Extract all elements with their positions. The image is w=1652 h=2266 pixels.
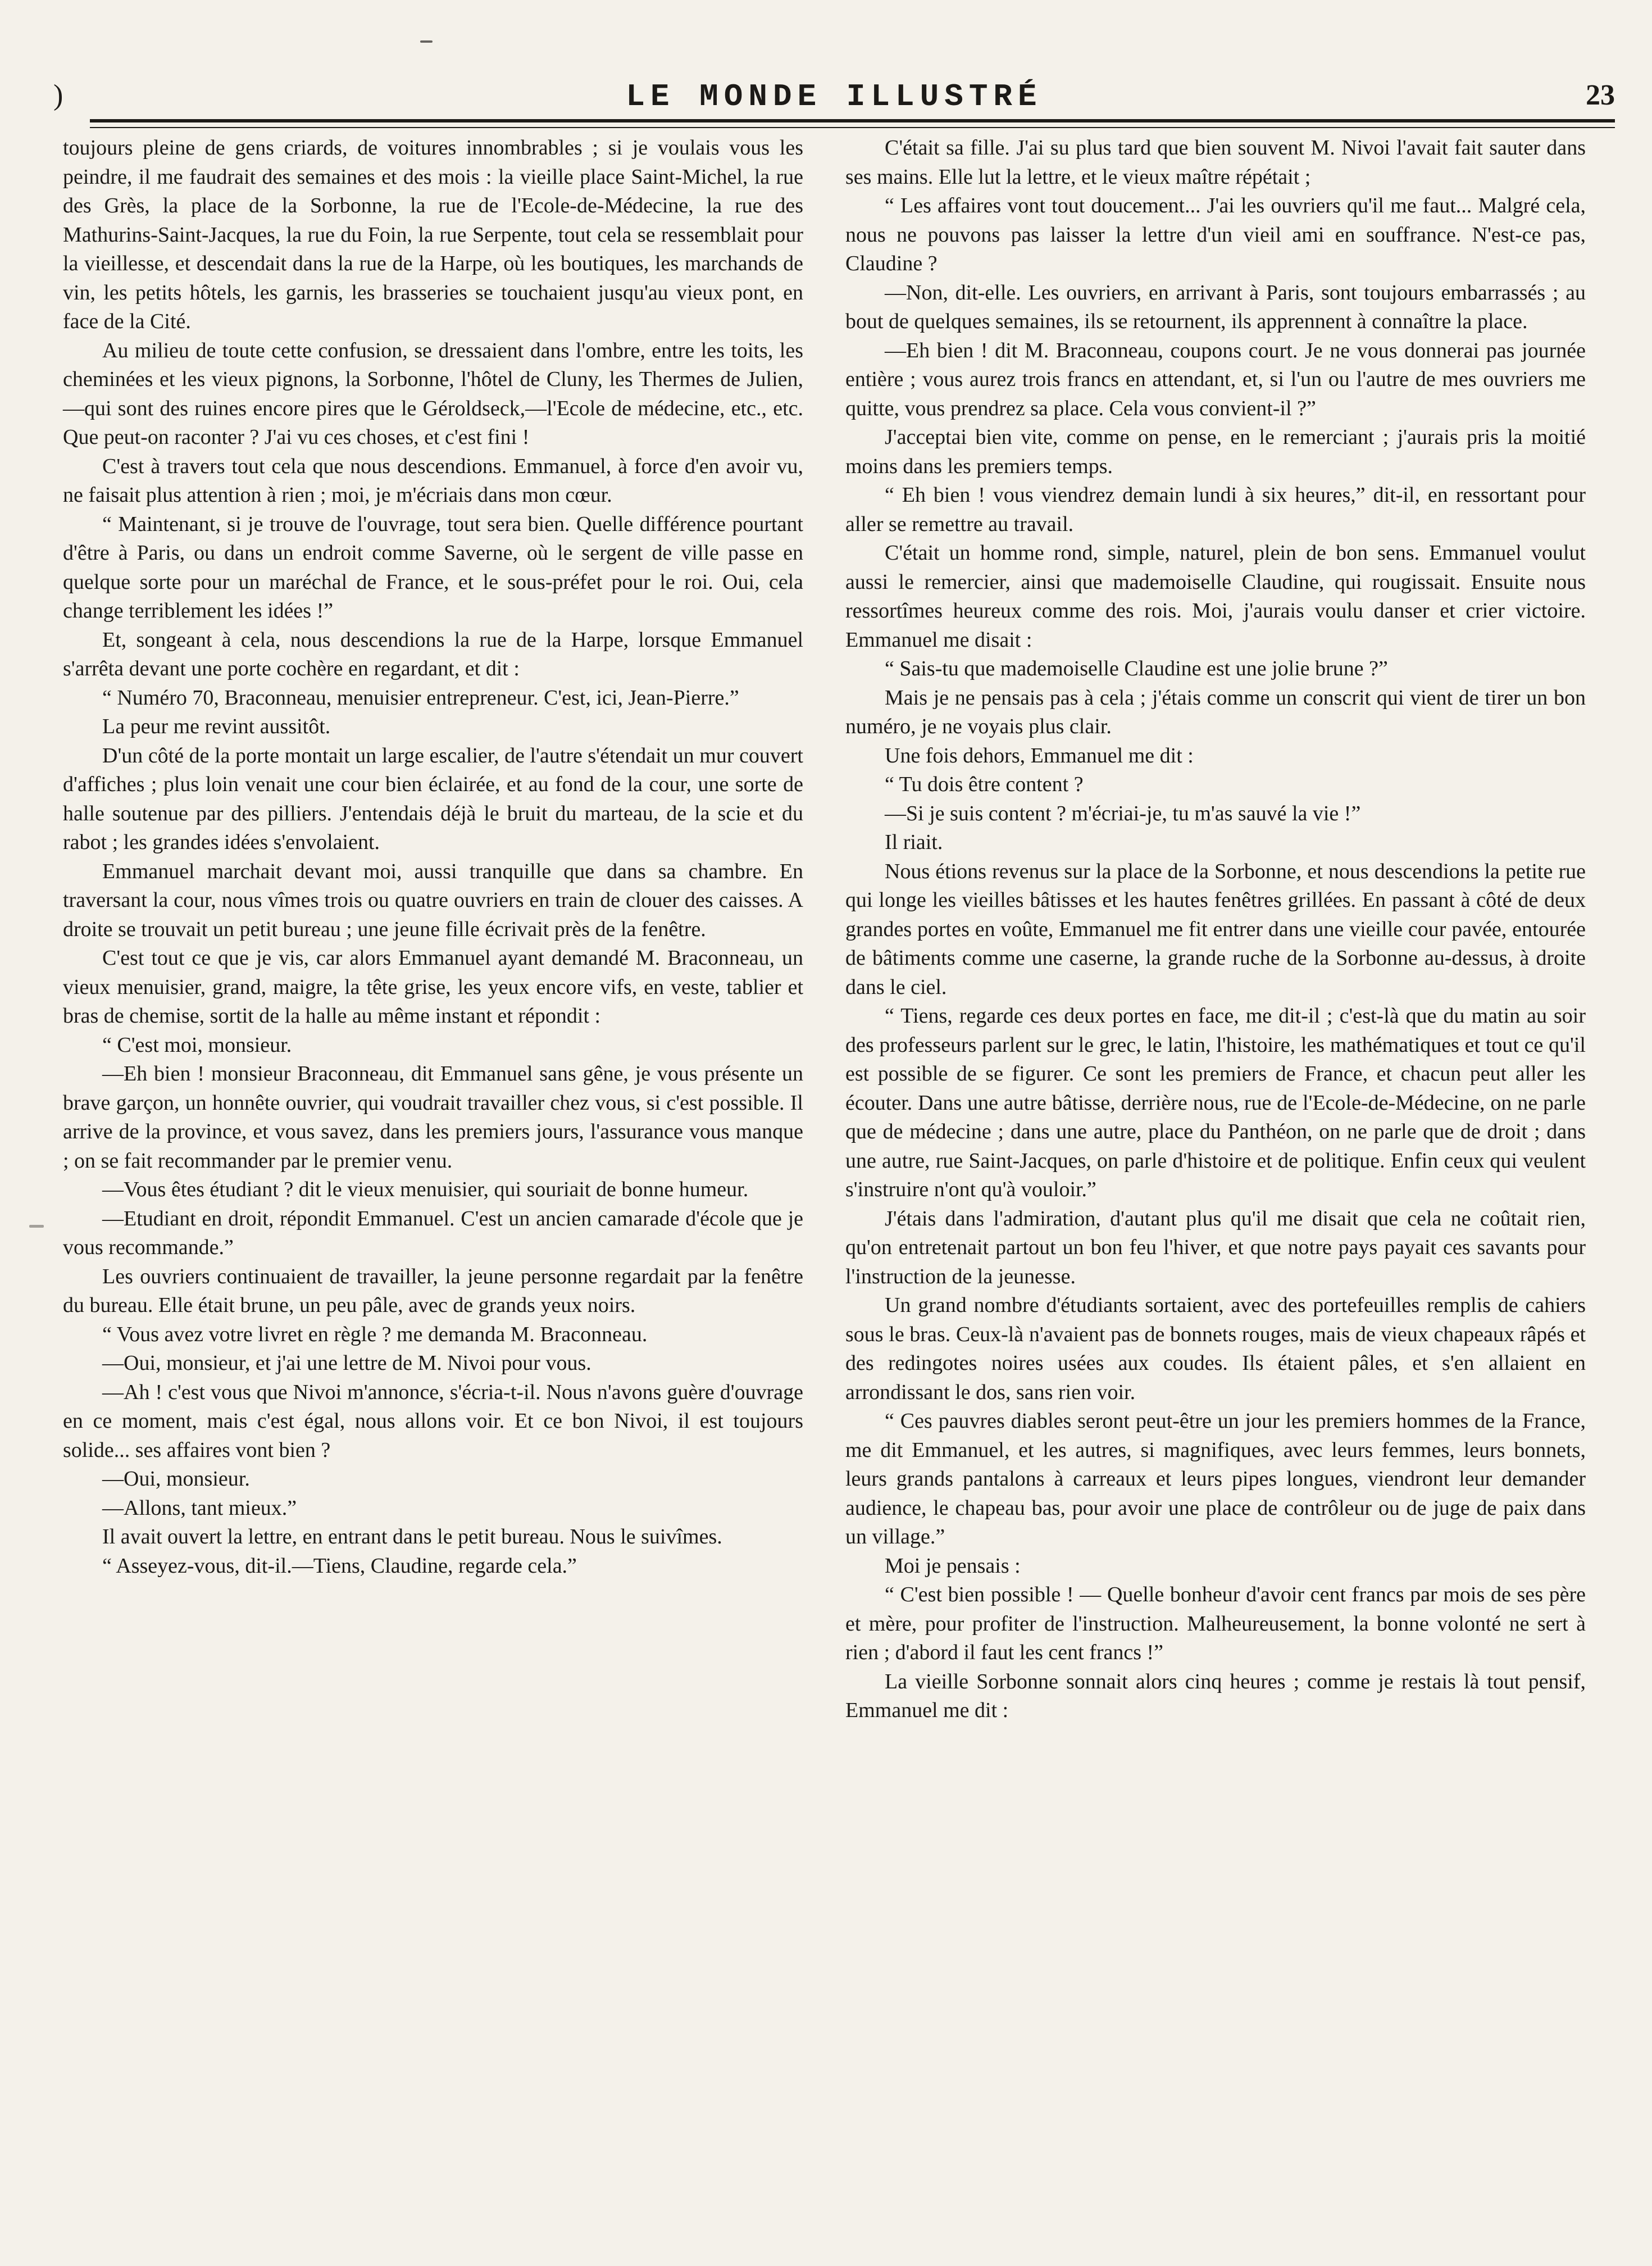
left-column-paragraph: —Eh bien ! monsieur Braconneau, dit Emmanuel sans gêne, je vous présente un brave garçon, un honnête ouvrier, qui voudrait travailler chez vous, si c'est possible. Il arrive de la province, et vous savez, dans les premiers jours, l'assurance vous manque ; on se fait recommander par le premier venu. bbox=[63, 1062, 803, 1173]
right-column-paragraph: J'acceptai bien vite, comme on pense, en le remerciant ; j'aurais pris la moitié moins dans les premiers temps. bbox=[845, 425, 1586, 478]
left-column-paragraph: “ C'est moi, monsieur. bbox=[102, 1033, 292, 1057]
right-column-paragraph: Moi je pensais : bbox=[885, 1554, 1021, 1578]
left-column-paragraph: —Oui, monsieur. bbox=[102, 1467, 250, 1491]
right-column-paragraph: Un grand nombre d'étudiants sortaient, avec des portefeuilles remplis de cahiers sous le bras. Ceux-là n'avaient pas de bonnets rouges, mais de vieux chapeaux râpés et des redingotes noires usées aux coudes. Ils étaient pâles, et s'en allaient en arrondissant le dos, sans rien voir. bbox=[845, 1293, 1586, 1404]
right-column-paragraph: Une fois dehors, Emmanuel me dit : bbox=[885, 743, 1194, 768]
print-mark bbox=[420, 40, 433, 43]
right-column-paragraph: “ Tu dois être content ? bbox=[885, 773, 1084, 796]
right-column-paragraph: “ C'est bien possible ! — Quelle bonheur d'avoir cent francs par mois de ses père et mère, pour profiter de l'instruction. Malheureusement, la bonne volonté ne sert à rien ; d'abord il faut les cent francs !” bbox=[845, 1583, 1586, 1664]
left-column-paragraph: toujours pleine de gens criards, de voitures innombrables ; si je voulais vous les peindre, il me faudrait des semaines et des mois : la vieille place Saint-Michel, la rue des Grès, la place de la Sorbonne, la rue de l'Ecole-de-Médecine, la rue des Mathurins-Saint-Jacques, la rue du Foin, la rue Serpente, tout cela se ressemblait pour la vieillesse, et descendait dans la rue de la Harpe, où les boutiques, les marchands de vin, les petits hôtels, les garnis, les brasseries se touchaient jusqu'au vieux pont, en face de la Cité. bbox=[63, 136, 803, 333]
left-column-paragraph: —Ah ! c'est vous que Nivoi m'annonce, s'écria-t-il. Nous n'avons guère d'ouvrage en ce moment, mais c'est égal, nous allons voir. Et ce bon Nivoi, il est toujours solide... ses affaires vont bien ? bbox=[63, 1380, 803, 1462]
left-column-paragraph: “ Maintenant, si je trouve de l'ouvrage, tout sera bien. Quelle différence pourtant d'être à Paris, ou dans un endroit comme Saverne, où le sergent de ville passe en quelque sorte pour un maréchal de France, et le sous-préfet pour le roi. Oui, cela change terriblement les idées !” bbox=[63, 512, 803, 623]
page-header bbox=[53, 79, 1615, 124]
left-column-paragraph: —Oui, monsieur, et j'ai une lettre de M. Nivoi pour vous. bbox=[102, 1351, 591, 1375]
left-column-paragraph: Les ouvriers continuaient de travailler, la jeune personne regardait par la fenêtre du bureau. Elle était brune, un peu pâle, avec de grands yeux noirs. bbox=[63, 1264, 803, 1317]
left-column-paragraph: “ Numéro 70, Braconneau, menuisier entrepreneur. C'est, ici, Jean-Pierre.” bbox=[102, 685, 739, 710]
header-left-mark: ) bbox=[53, 79, 63, 111]
left-column-paragraph: C'est à travers tout cela que nous descendions. Emmanuel, à force d'en avoir vu, ne faisait plus attention à rien ; moi, je m'écriais dans mon cœur. bbox=[63, 454, 803, 507]
left-column-paragraph: D'un côté de la porte montait un large escalier, de l'autre s'étendait un mur couvert d'affiches ; plus loin venait une cour bien éclairée, et au fond de la cour, une sorte de halle soutenue par des pilliers. J'entendais déjà le bruit du marteau, de la scie et du rabot ; les grandes idées s'envolaient. bbox=[63, 743, 803, 854]
right-column-paragraph: La vieille Sorbonne sonnait alors cinq heures ; comme je restais là tout pensif, Emmanuel me dit : bbox=[845, 1669, 1586, 1722]
masthead-title: LE MONDE ILLUSTRÉ bbox=[626, 79, 1043, 115]
right-column-paragraph: “ Tiens, regarde ces deux portes en face, me dit-il ; c'est-là que du matin au soir des professeurs parlent sur le grec, le latin, l'histoire, les mathématiques et tout ce qu'il est possible de se figurer. Ce sont les premiers de France, et chacun peut aller les écouter. Dans une autre bâtisse, derrière nous, rue de l'Ecole-de-Médecine, on ne parle que de médecine ; dans une autre, place du Panthéon, on ne parle que de droit ; dans une autre, rue Saint-Jacques, on parle d'histoire et de politique. Enfin ceux qui veulent s'instruire n'ont qu'à vouloir.” bbox=[845, 1004, 1586, 1201]
right-column-paragraph: Il riait. bbox=[885, 830, 943, 854]
right-column-paragraph: Mais je ne pensais pas à cela ; j'étais comme un conscrit qui vient de tirer un bon numéro, je ne voyais plus clair. bbox=[845, 685, 1586, 738]
right-column-paragraph: —Si je suis content ? m'écriai-je, tu m'as sauvé la vie !” bbox=[885, 801, 1361, 825]
left-column-paragraph: —Vous êtes étudiant ? dit le vieux menuisier, qui souriait de bonne humeur. bbox=[102, 1178, 749, 1201]
right-column-paragraph: “ Ces pauvres diables seront peut-être un jour les premiers hommes de la France, me dit Emmanuel, et les autres, si magnifiques, avec leurs femmes, leurs bonnets, leurs grands pantalons à carreaux et leurs pipes longues, viendront leur demander audience, le chapeau bas, pour avoir une place de contrôleur ou de juge de paix dans un village.” bbox=[845, 1409, 1586, 1548]
left-column-paragraph: Emmanuel marchait devant moi, aussi tranquille que dans sa chambre. En traversant la cour, nous vîmes trois ou quatre ouvriers en train de clouer des caisses. A droite se trouvait un petit bureau ; une jeune fille écrivait près de la fenêtre. bbox=[63, 859, 803, 941]
left-column-paragraph: —Allons, tant mieux.” bbox=[102, 1496, 297, 1520]
left-column-paragraph: C'est tout ce que je vis, car alors Emmanuel ayant demandé M. Braconneau, un vieux menuisier, grand, maigre, la tête grise, les yeux encore vifs, en veste, tablier et bras de chemise, sortit de la halle au même instant et répondit : bbox=[63, 946, 803, 1028]
left-column-paragraph: —Etudiant en droit, répondit Emmanuel. C'est un ancien camarade d'école que je vous recommande.” bbox=[63, 1206, 803, 1259]
page-number: 23 bbox=[1586, 79, 1615, 111]
right-column-paragraph: —Eh bien ! dit M. Braconneau, coupons court. Je ne vous donnerai pas journée entière ; vous aurez trois francs en attendant, et, si l'un ou l'autre de mes ouvriers me quitte, vous prendrez sa place. Cela vous convient-il ?” bbox=[845, 338, 1586, 420]
right-text-column bbox=[845, 134, 1586, 1725]
right-column-paragraph: —Non, dit-elle. Les ouvriers, en arrivant à Paris, sont toujours embarrassés ; au bout de quelques semaines, ils se retournent, ils apprennent à connaître la place. bbox=[845, 280, 1586, 333]
left-column-paragraph: Il avait ouvert la lettre, en entrant dans le petit bureau. Nous le suivîmes. bbox=[102, 1525, 722, 1548]
right-column-paragraph: J'étais dans l'admiration, d'autant plus qu'il me disait que cela ne coûtait rien, qu'on entretenait partout un bon feu l'hiver, et que notre pays payait ces savants pour l'instruction de la jeunesse. bbox=[845, 1206, 1586, 1288]
header-rule-thin bbox=[90, 127, 1615, 128]
left-text-column bbox=[63, 134, 803, 1581]
header-rule-thick bbox=[90, 119, 1615, 122]
right-column-paragraph: Nous étions revenus sur la place de la Sorbonne, et nous descendions la petite rue qui longe les vieilles bâtisses et les hautes fenêtres grillées. En passant à côté de deux grandes portes en voûte, Emmanuel me fit entrer dans une vieille cour pavée, entourée de bâtiments comme une caserne, la grande ruche de la Sorbonne au-dessus, à droite dans le ciel. bbox=[845, 859, 1586, 999]
right-column-paragraph: “ Les affaires vont tout doucement... J'ai les ouvriers qu'il me faut... Malgré cela, nous ne pouvons pas laisser la lettre d'un vieil ami en souffrance. N'est-ce pas, Claudine ? bbox=[845, 194, 1586, 275]
print-mark bbox=[29, 1225, 44, 1228]
left-column-paragraph: “ Vous avez votre livret en règle ? me demanda M. Braconneau. bbox=[102, 1322, 648, 1346]
left-column-paragraph: La peur me revint aussitôt. bbox=[102, 715, 331, 738]
right-column-paragraph: “ Eh bien ! vous viendrez demain lundi à six heures,” dit-il, en ressortant pour aller se remettre au travail. bbox=[845, 483, 1586, 536]
left-column-paragraph: Et, songeant à cela, nous descendions la rue de la Harpe, lorsque Emmanuel s'arrêta devant une porte cochère en regardant, et dit : bbox=[63, 628, 803, 680]
left-column-paragraph: Au milieu de toute cette confusion, se dressaient dans l'ombre, entre les toits, les cheminées et les vieux pignons, la Sorbonne, l'hôtel de Cluny, les Thermes de Julien,—qui sont des ruines encore pires que le Géroldseck,—l'Ecole de médecine, etc., etc. Que peut-on raconter ? J'ai vu ces choses, et c'est fini ! bbox=[63, 338, 803, 449]
right-column-paragraph: C'était sa fille. J'ai su plus tard que bien souvent M. Nivoi l'avait fait sauter dans ses mains. Elle lut la lettre, et le vieux maître répétait ; bbox=[845, 136, 1586, 189]
left-column-paragraph: “ Asseyez-vous, dit-il.—Tiens, Claudine, regarde cela.” bbox=[102, 1554, 577, 1578]
right-column-paragraph: “ Sais-tu que mademoiselle Claudine est une jolie brune ?” bbox=[885, 657, 1388, 680]
right-column-paragraph: C'était un homme rond, simple, naturel, plein de bon sens. Emmanuel voulut aussi le remercier, ainsi que mademoiselle Claudine, qui rougissait. Ensuite nous ressortîmes heureux comme des rois. Moi, j'aurais voulu danser et crier victoire. Emmanuel me disait : bbox=[845, 541, 1586, 652]
